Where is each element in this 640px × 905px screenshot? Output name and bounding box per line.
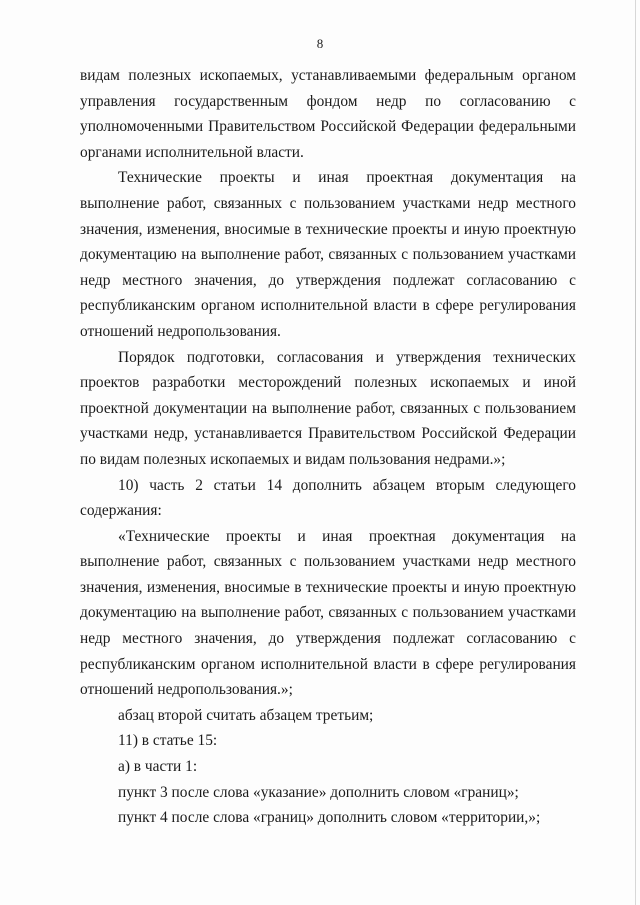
paragraph: пункт 3 после слова «указание» дополнить словом «границ»; [118,783,519,801]
paragraph: Порядок подготовки, согласования и утверждения технических проектов разработки месторождений полезных ископаемых и иной проектной документации на выполнение работ, связанных с пользованием участками недр, устанавливается Правительством Российской Федерации по видам полезных ископаемых и видам пользования недрами.»; [80,348,576,468]
paragraph: Технические проекты и иная проектная документация на выполнение работ, связанных с пользованием участками недр местного значения, изменения, вносимые в технические проекты и иную проектную документацию на выполнение работ, связанных с пользованием участками недр местного значения, до утверждения подлежат согласованию с республиканским органом исполнительной власти в сфере регулирования отношений недропользования. [80,169,576,340]
paragraph: абзац второй считать абзацем третьим; [118,706,374,724]
page-number: 8 [316,36,324,51]
paragraph: 10) часть 2 статьи 14 дополнить абзацем вторым следующего содержания: [80,476,576,520]
scan-edge [635,0,636,905]
paragraph: 11) в статье 15: [118,732,218,750]
paragraph: видам полезных ископаемых, устанавливаемыми федеральным органом управления государственным фондом недр по согласованию с уполномоченными Правительством Российской Федерации федеральными органами исполнительной власти. [80,67,576,161]
paragraph: пункт 4 после слова «границ» дополнить словом «территории,»; [118,809,541,827]
paragraph: а) в части 1: [118,758,198,776]
paragraph: «Технические проекты и иная проектная документация на выполнение работ, связанных с пользованием участками недр местного значения, изменения, вносимые в технические проекты и иную проектную документацию на выполнение работ, связанных с пользованием участками недр местного значения, до утверждения подлежат согласованию с республиканским органом исполнительной власти в сфере регулирования отношений недропользования.»; [80,527,576,699]
document-body [80,63,576,831]
